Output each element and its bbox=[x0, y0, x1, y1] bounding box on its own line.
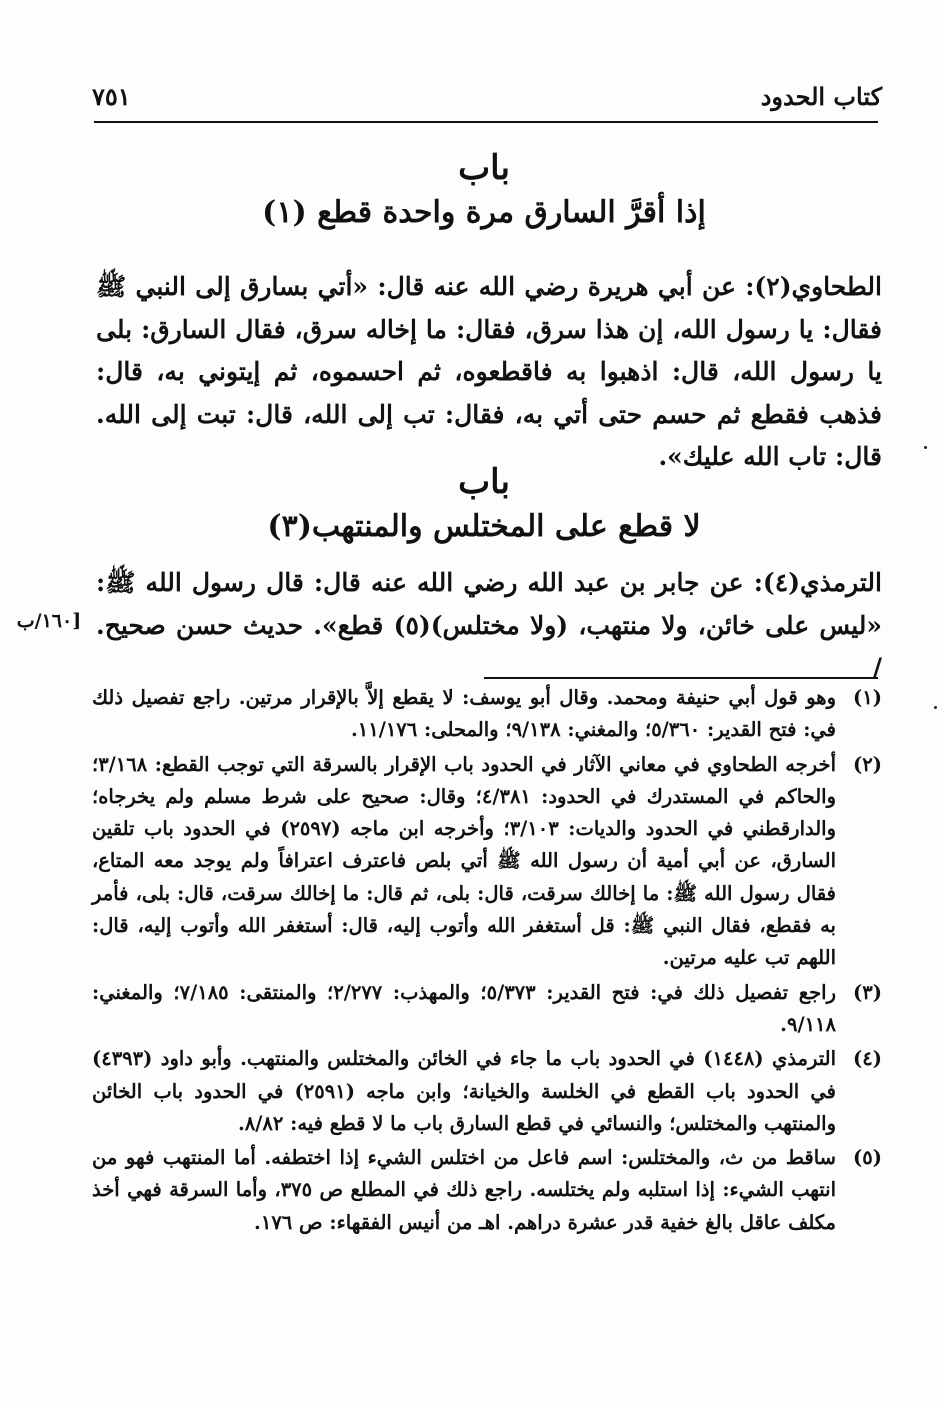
footnote-number: (٣) bbox=[853, 980, 882, 1004]
footnote-separator bbox=[484, 677, 878, 679]
scan-speck bbox=[934, 706, 937, 709]
bab-label: باب bbox=[458, 148, 510, 188]
chapter-title: إذا أقرَّ السارق مرة واحدة قطع (١) bbox=[262, 195, 706, 231]
footnote-item bbox=[92, 1142, 882, 1239]
footnote-text: أخرجه الطحاوي في معاني الآثار في الحدود باب الإقرار بالسرقة التي توجب القطع: ٣/١٦٨؛ والحاكم في المستدرك في الحدود: ٤/٣٨١؛ وقال: صحيح على شرط مسلم ولم يخرجاه؛ والدارقطني في الحدود والديات: ٣/١٠٣؛ وأخرجه ابن ماجه (٢٥٩٧) في الحدود باب تلقين السارق، عن أبي أمية أن رسول الله ﷺ أتي بلص فاعترف اعترافاً ولم يوجد معه المتاع، فقال رسول الله ﷺ: ما إخالك سرقت، قال: بلى، ثم قال: ما إخالك سرقت، قال: بلى، فأمر به فقطع، فقال النبي ﷺ: قل أستغفر الله وأتوب إليه، قال: أستغفر الله وأتوب إليه، قال: اللهم تب عليه مرتين. bbox=[92, 752, 837, 970]
footnote-number: (١) bbox=[853, 686, 882, 709]
footnote-item bbox=[92, 977, 882, 1042]
hadith-paragraph-2 bbox=[96, 562, 882, 690]
hadith-paragraph-1 bbox=[96, 266, 882, 479]
footnote-text: الترمذي (١٤٤٨) في الحدود باب ما جاء في الخائن والمختلس والمنتهب. وأبو داود (٤٣٩٣) في الحدود باب القطع في الخلسة والخيانة؛ وابن ماجه (٢٥٩١) في الحدود باب الخائن والمنتهب والمختلس؛ والنسائي في قطع السارق باب ما لا قطع فيه: ٨/٨٢. bbox=[92, 1047, 837, 1135]
footnote-text: راجع تفصيل ذلك في: فتح القدير: ٥/٣٧٣؛ والمهذب: ٢/٢٧٧؛ والمنتقى: ٧/١٨٥؛ والمغني: ٩/١١٨. bbox=[92, 980, 837, 1036]
section-heading-2 bbox=[90, 464, 878, 546]
footnote-number: (٥) bbox=[853, 1146, 882, 1170]
footnote-item bbox=[92, 1043, 882, 1140]
footnote-text: وهو قول أبي حنيفة ومحمد. وقال أبو يوسف: لا يقطع إلاَّ بالإقرار مرتين. راجع تفصيل ذلك في: فتح القدير: ٥/٣٦٠؛ والمغني: ٩/١٣٨؛ والمحلى: ١١/١٧٦. bbox=[92, 686, 836, 742]
running-title: كتاب الحدود bbox=[760, 81, 882, 111]
scan-speck bbox=[924, 446, 927, 449]
narrator-source: الترمذي(٤): bbox=[753, 568, 882, 597]
section-heading-1 bbox=[90, 150, 878, 232]
page-number: ٧٥١ bbox=[92, 81, 131, 111]
footnote-number: (٢) bbox=[853, 752, 882, 776]
footnote-item bbox=[92, 682, 882, 747]
hadith-text: عن جابر بن عبد الله رضي الله عنه قال: قال رسول الله ﷺ: «ليس على خائن، ولا منتهب، (ولا مختلس)(٥) قطع». حديث حسن صحيح. / bbox=[96, 568, 883, 682]
header-rule bbox=[94, 121, 878, 123]
narrator-source: الطحاوي(٢): bbox=[745, 272, 882, 301]
footnotes bbox=[92, 682, 882, 1241]
chapter-title: لا قطع على المختلس والمنتهب(٣) bbox=[267, 509, 701, 545]
bab-label: باب bbox=[458, 462, 510, 502]
footnote-text: ساقط من ث، والمختلس: اسم فاعل من اختلس الشيء إذا اختطفه. أما المنتهب فهو من انتهب الشيء: إذا استلبه ولم يختلسه. راجع ذلك في المطلع ص ٣٧٥، وأما السرقة فهي أخذ مكلف عاقل بالغ خفية قدر عشرة دراهم. اهـ من أنيس الفقهاء: ص ١٧٦. bbox=[92, 1146, 836, 1234]
footnote-number: (٤) bbox=[853, 1047, 882, 1071]
hadith-text: عن أبي هريرة رضي الله عنه قال: «أتي بسارق إلى النبي ﷺ فقال: يا رسول الله، إن هذا سرق، فقال: ما إخاله سرق، فقال السارق: بلى يا رسول الله، قال: اذهبوا به فاقطعوه، ثم احسموه، ثم إيتوني به، قال: فذهب فقطع ثم حسم حتى أتي به، فقال: تب إلى الله، قال: تبت إلى الله. قال: تاب الله عليك». bbox=[96, 272, 882, 471]
page-header bbox=[92, 76, 882, 116]
manuscript-folio-note: [١٦٠/ب bbox=[16, 610, 82, 632]
footnote-item bbox=[92, 749, 882, 975]
